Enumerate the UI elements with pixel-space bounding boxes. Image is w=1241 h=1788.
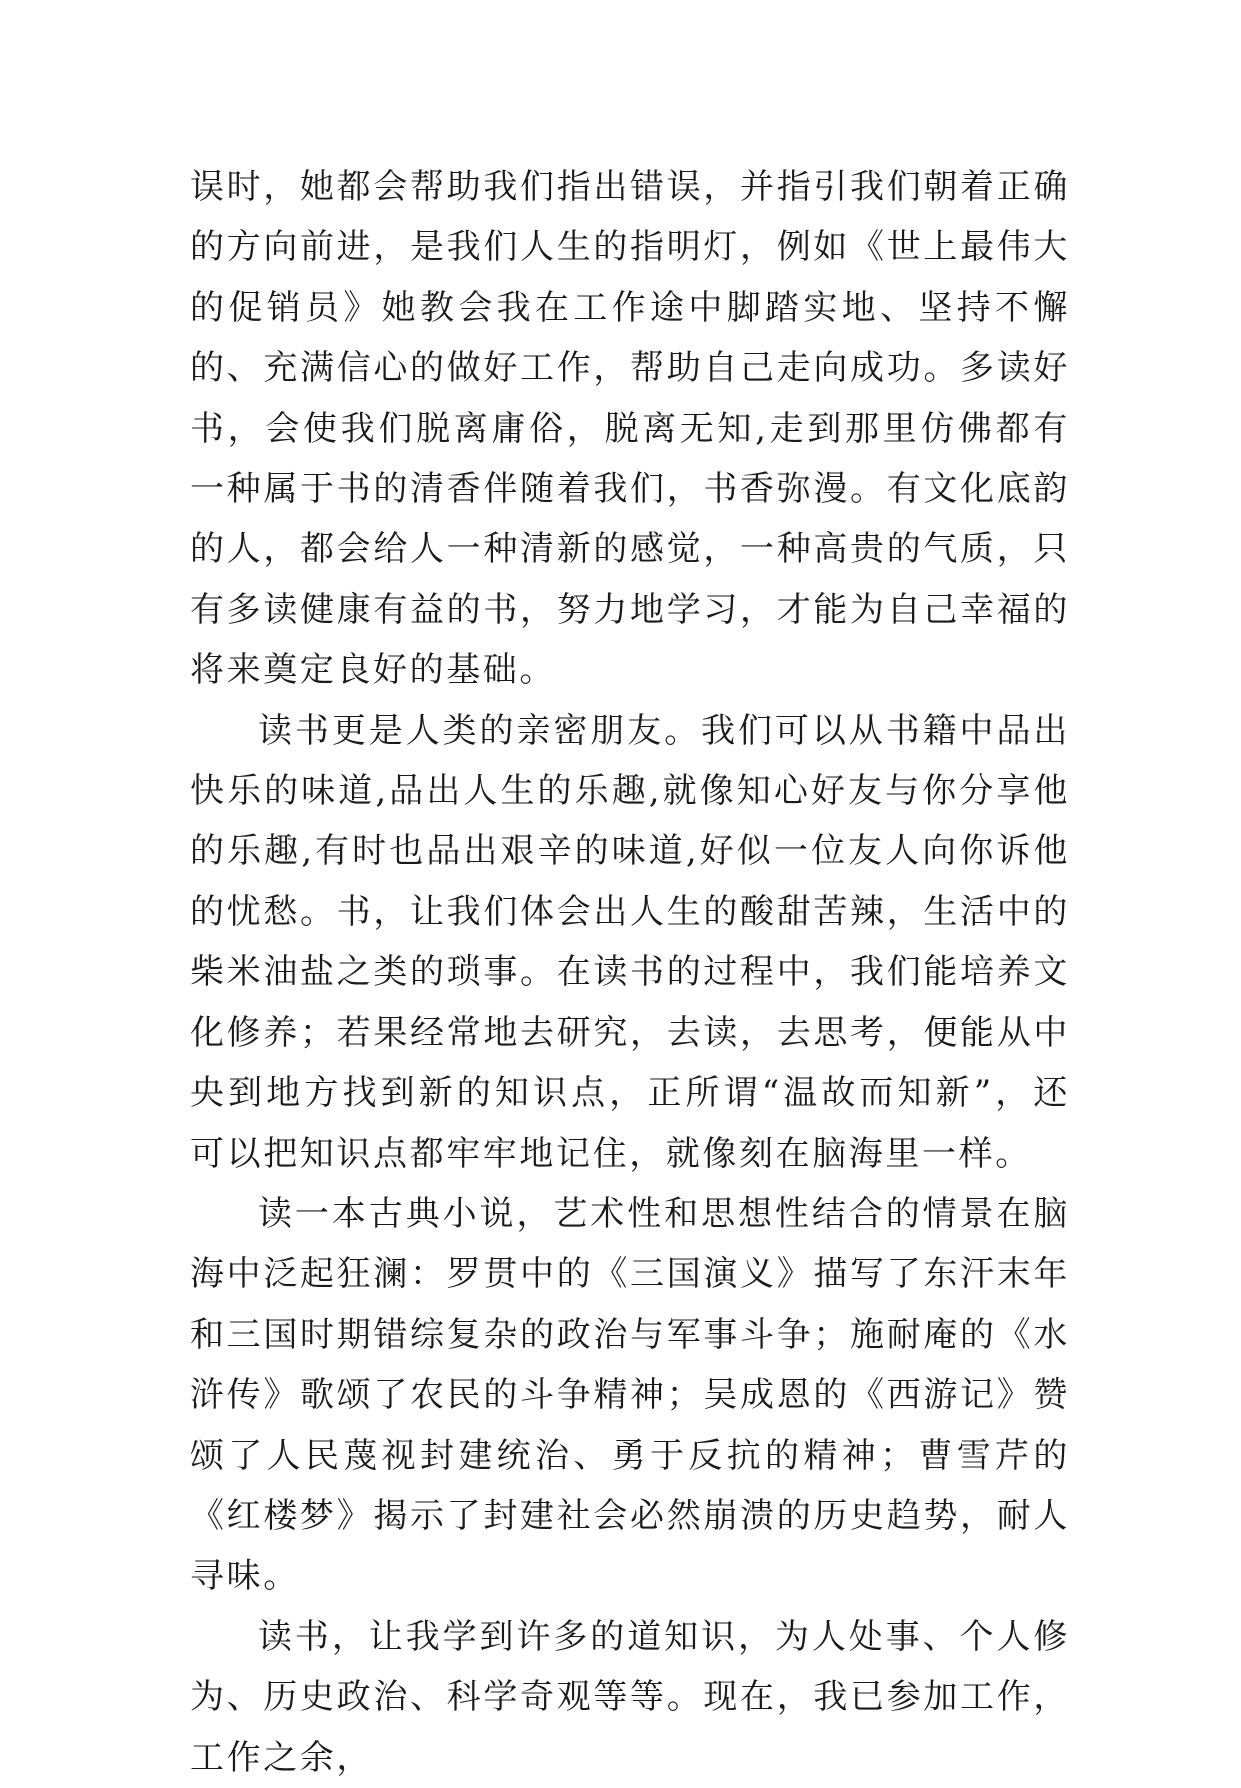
paragraph-classic-novels: 读一本古典小说，艺术性和思想性结合的情景在脑海中泛起狂澜：罗贯中的《三国演义》描写了东汗末年和三国时期错综复杂的政治与军事斗争；施耐庵的《水浒传》歌颂了农民的斗争精神；吴成恩的《西游记》赞颂了人民蔑视封建统治、勇于反抗的精神；曹雪芹的《红楼梦》揭示了封建社会必然崩溃的历史趋势，耐人寻味。 [190, 1193, 1070, 1597]
paragraph-learning: 读书，让我学到许多的道知识，为人处事、个人修为、历史政治、科学奇观等等。现在，我已参加工作，工作之余， [190, 1616, 1070, 1778]
paragraph-reading-friends: 读书更是人类的亲密朋友。我们可以从书籍中品出快乐的味道,品出人生的乐趣,就像知心好友与你分享他的乐趣,有时也品出艰辛的味道,好似一位友人向你诉他的忧愁。书，让我们体会出人生的酸甜苦辣，生活中的柴米油盐之类的琐事。在读书的过程中，我们能培养文化修养；若果经常地去研究，去读，去思考，便能从中央到地方找到新的知识点，正所谓“温故而知新”，还可以把知识点都牢牢地记住，就像刻在脑海里一样。 [190, 710, 1070, 1174]
paragraph-continuation: 误时，她都会帮助我们指出错误，并指引我们朝着正确的方向前进，是我们人生的指明灯，例如《世上最伟大的促销员》她教会我在工作途中脚踏实地、坚持不懈的、充满信心的做好工作，帮助自己走向成功。多读好书，会使我们脱离庸俗，脱离无知,走到那里仿佛都有一种属于书的清香伴随着我们，书香弥漫。有文化底韵的人，都会给人一种清新的感觉，一种高贵的气质，只有多读健康有益的书，努力地学习，才能为自己幸福的将来奠定良好的基础。 [190, 167, 1070, 691]
body-text [190, 157, 1070, 1788]
